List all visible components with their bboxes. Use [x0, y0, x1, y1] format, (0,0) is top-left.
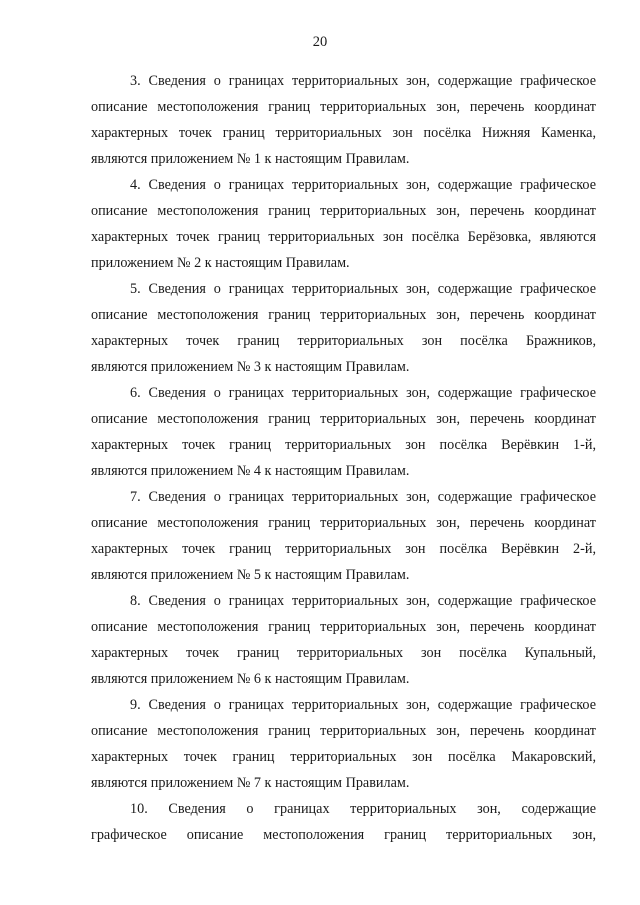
paragraph-line: графическое описание местоположения границ территориальных зон,	[91, 827, 596, 843]
paragraph-line: являются приложением № 6 к настоящим Правилам.	[91, 671, 410, 687]
paragraph-line: описание местоположения границ территориальных зон, перечень координат	[91, 411, 596, 427]
paragraph-line: 4. Сведения о границах территориальных зон, содержащие графическое	[130, 177, 596, 193]
paragraph-line: описание местоположения границ территориальных зон, перечень координат	[91, 723, 596, 739]
paragraph-line: 3. Сведения о границах территориальных зон, содержащие графическое	[130, 73, 596, 89]
paragraph-line: характерных точек границ территориальных зон посёлка Берёзовка, являются	[91, 229, 596, 245]
paragraph-1	[91, 68, 596, 172]
paragraph-line: являются приложением № 1 к настоящим Правилам.	[91, 151, 410, 167]
paragraph-6	[91, 588, 596, 692]
paragraph-line: описание местоположения границ территориальных зон, перечень координат	[91, 99, 596, 115]
paragraph-line: описание местоположения границ территориальных зон, перечень координат	[91, 619, 596, 635]
paragraph-line: описание местоположения границ территориальных зон, перечень координат	[91, 307, 596, 323]
paragraph-line: 7. Сведения о границах территориальных зон, содержащие графическое	[130, 489, 596, 505]
paragraph-line: являются приложением № 3 к настоящим Правилам.	[91, 359, 410, 375]
paragraph-line: являются приложением № 4 к настоящим Правилам.	[91, 463, 410, 479]
paragraph-7	[91, 692, 596, 796]
page-number: 20	[312, 34, 328, 50]
paragraph-line: 6. Сведения о границах территориальных зон, содержащие графическое	[130, 385, 596, 401]
paragraph-line: характерных точек границ территориальных зон посёлка Макаровский,	[91, 749, 596, 765]
paragraph-line: 10. Сведения о границах территориальных зон, содержащие	[130, 801, 596, 817]
paragraph-line: характерных точек границ территориальных зон посёлка Верёвкин 1-й,	[91, 437, 596, 453]
paragraph-3	[91, 276, 596, 380]
paragraph-line: характерных точек границ территориальных зон посёлка Купальный,	[91, 645, 596, 661]
paragraph-line: являются приложением № 5 к настоящим Правилам.	[91, 567, 410, 583]
paragraph-4	[91, 380, 596, 484]
paragraph-line: описание местоположения границ территориальных зон, перечень координат	[91, 515, 596, 531]
paragraph-line: описание местоположения границ территориальных зон, перечень координат	[91, 203, 596, 219]
paragraph-8	[91, 796, 596, 848]
paragraph-line: характерных точек границ территориальных зон посёлка Нижняя Каменка,	[91, 125, 596, 141]
document-body	[91, 68, 596, 848]
paragraph-line: являются приложением № 7 к настоящим Правилам.	[91, 775, 410, 791]
paragraph-line: характерных точек границ территориальных зон посёлка Верёвкин 2-й,	[91, 541, 596, 557]
paragraph-line: характерных точек границ территориальных зон посёлка Бражников,	[91, 333, 596, 349]
paragraph-line: приложением № 2 к настоящим Правилам.	[91, 255, 350, 271]
paragraph-5	[91, 484, 596, 588]
paragraph-line: 8. Сведения о границах территориальных зон, содержащие графическое	[130, 593, 596, 609]
paragraph-2	[91, 172, 596, 276]
paragraph-line: 9. Сведения о границах территориальных зон, содержащие графическое	[130, 697, 596, 713]
paragraph-line: 5. Сведения о границах территориальных зон, содержащие графическое	[130, 281, 596, 297]
